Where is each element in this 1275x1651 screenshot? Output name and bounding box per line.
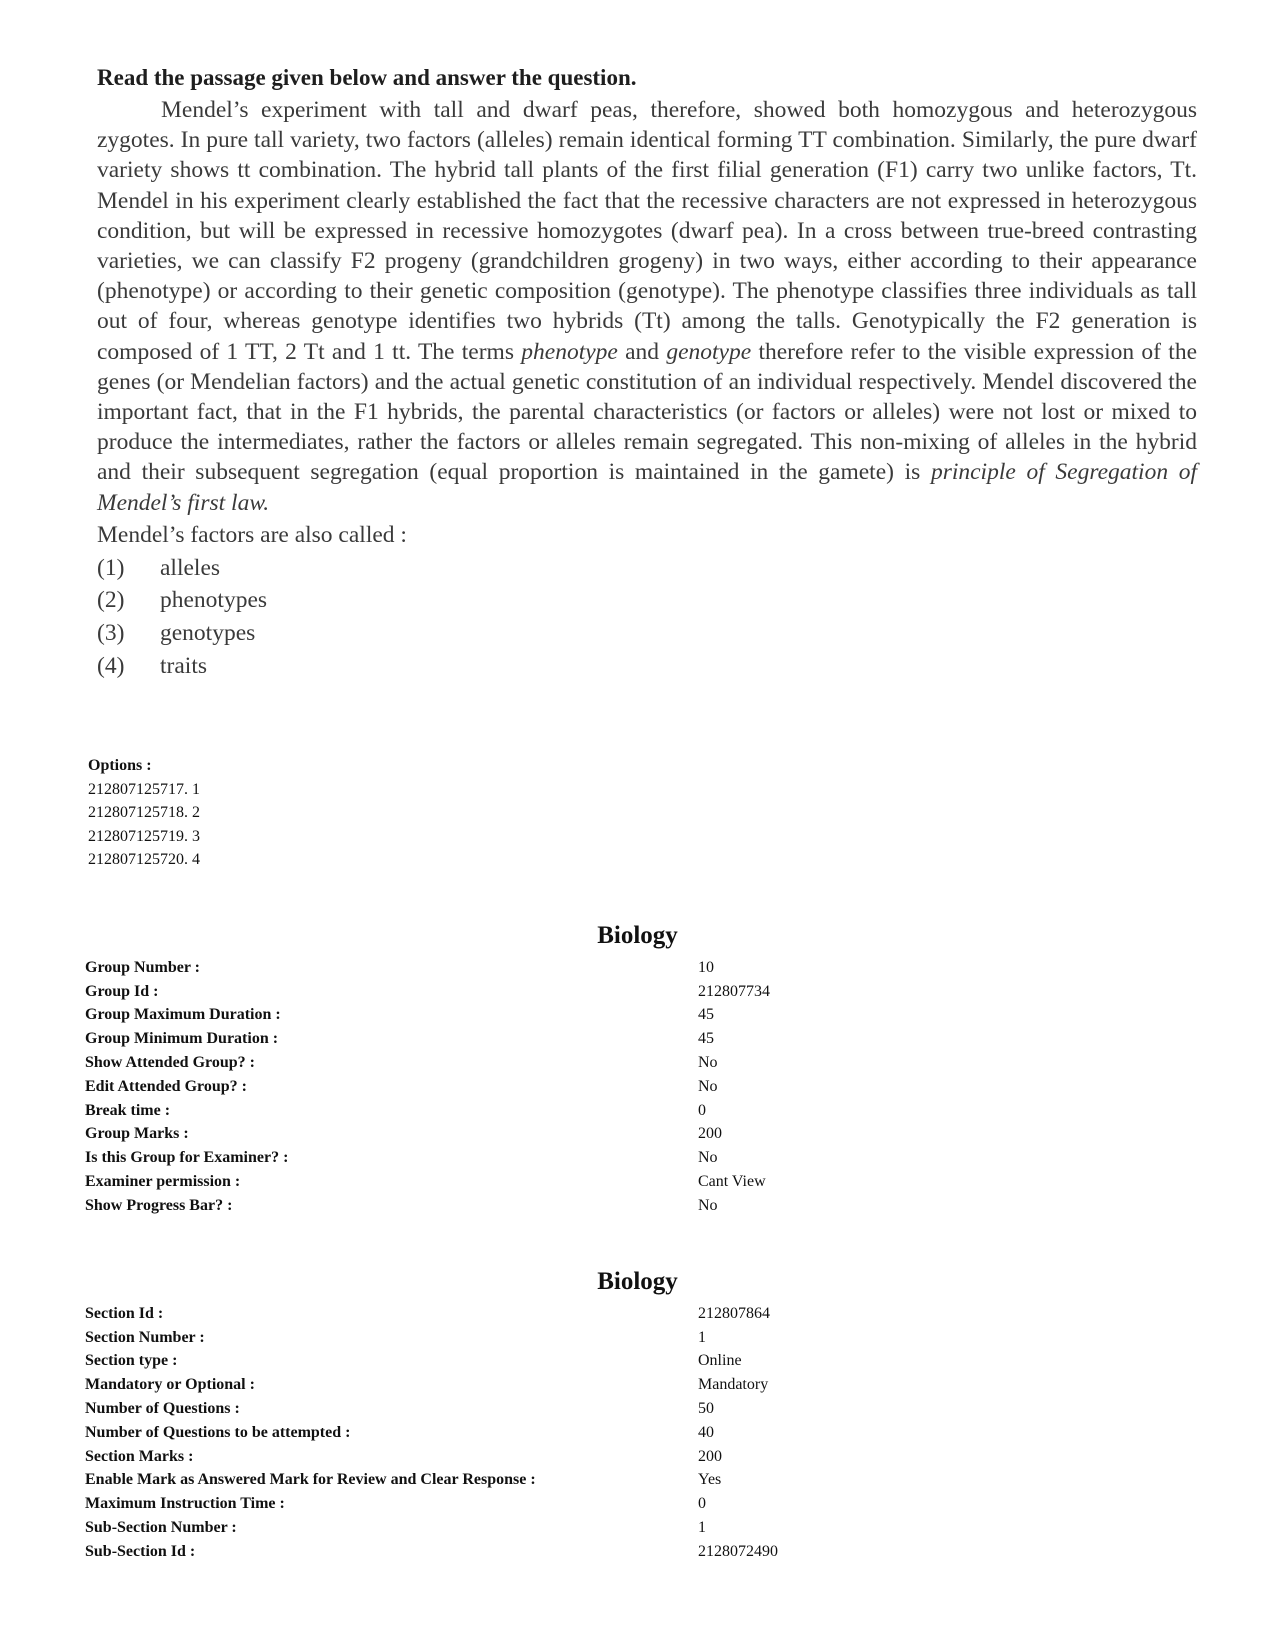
group-info-row [85, 1194, 770, 1218]
choice-item [97, 650, 1197, 683]
row-label: Show Progress Bar? : [85, 1196, 233, 1214]
row-label: Show Attended Group? : [85, 1054, 255, 1072]
choice-number: (3) [97, 620, 125, 647]
section-info-row [85, 1540, 778, 1564]
row-value: 45 [698, 1006, 714, 1024]
row-value: 40 [698, 1423, 714, 1441]
passage-term-law: principle of Segregation of Mendel’s first law. [97, 459, 1198, 516]
option-item: 212807125718. 2 [88, 804, 200, 822]
row-value: 1 [698, 1519, 706, 1537]
choice-number: (2) [97, 587, 125, 614]
group-info-row [85, 1051, 770, 1075]
choice-text: traits [160, 652, 207, 679]
row-label: Section Number : [85, 1328, 205, 1346]
row-value: No [698, 1077, 718, 1095]
section-info-row [85, 1373, 778, 1397]
section-title: Biology [597, 1268, 678, 1295]
section-info-row [85, 1397, 778, 1421]
passage-text [97, 95, 1197, 518]
choice-text: phenotypes [160, 587, 268, 614]
choice-list [97, 552, 1197, 682]
option-item: 212807125717. 1 [88, 780, 200, 798]
choice-item [97, 552, 1197, 585]
row-value: 2128072490 [698, 1542, 778, 1560]
group-info-row [85, 1170, 770, 1194]
row-value: No [698, 1054, 718, 1072]
group-title: Biology [597, 922, 678, 949]
row-value: 1 [698, 1328, 706, 1346]
row-value: No [698, 1196, 718, 1214]
row-label: Section Id : [85, 1304, 164, 1322]
options-block [88, 754, 200, 872]
row-value: 45 [698, 1030, 714, 1048]
choice-number: (4) [97, 652, 125, 679]
choice-item [97, 617, 1197, 650]
group-info-row [85, 1027, 770, 1051]
row-label: Group Maximum Duration : [85, 1006, 281, 1024]
section-info-row [85, 1469, 778, 1493]
passage-term-phenotype: phenotype [521, 338, 618, 365]
row-value: Online [698, 1352, 742, 1370]
row-value: Mandatory [698, 1376, 769, 1394]
option-item: 212807125720. 4 [88, 851, 200, 869]
group-info-row [85, 1123, 770, 1147]
row-label: Group Minimum Duration : [85, 1030, 279, 1048]
row-label: Section Marks : [85, 1447, 194, 1465]
row-value: 0 [698, 1495, 706, 1513]
choice-item [97, 584, 1197, 617]
section-info-row [85, 1445, 778, 1469]
passage-part-1: Mendel’s experiment with tall and dwarf peas, therefore, showed both homozygous and heterozygous zygotes. In pure tall variety, two factors (alleles) remain identical forming TT combination. Similarly, the pure dwarf variety shows tt combination. The hybrid tall plants of the first filial generation (F1) carry two unlike factors, Tt. Mendel in his experiment clearly established the fact that the recessive characters are not expressed in heterozygous condition, but will be expressed in recessive homozygotes (dwarf pea). In a cross between true-breed contrasting varieties, we can classify F2 progeny (grandchildren grogeny) in two ways, either according to their appearance (phenotype) or according to their genetic composition (genotype). The phenotype classifies three individuals as tall out of four, whereas genotype identifies two hybrids (Tt) among the talls. Genotypically the F2 generation is composed of 1 TT, 2 Tt and 1 tt. The terms [97, 97, 1197, 365]
section-info-row [85, 1326, 778, 1350]
choice-text: genotypes [160, 620, 256, 647]
group-info-table [85, 956, 770, 1218]
passage-image [97, 62, 1197, 682]
group-info-row [85, 1075, 770, 1099]
row-label: Group Number : [85, 958, 200, 976]
row-label: Maximum Instruction Time : [85, 1495, 285, 1513]
section-info-table [85, 1302, 778, 1564]
question-text: Mendel’s factors are also called : [97, 521, 407, 548]
group-info-row [85, 956, 770, 980]
row-label: Break time : [85, 1101, 171, 1119]
passage-term-genotype: genotype [666, 338, 752, 365]
section-info-row [85, 1350, 778, 1374]
section-info-row [85, 1516, 778, 1540]
row-label: Sub-Section Id : [85, 1542, 196, 1560]
section-info-row [85, 1421, 778, 1445]
row-label: Group Marks : [85, 1125, 189, 1143]
section-info-row [85, 1492, 778, 1516]
row-value: Yes [698, 1471, 722, 1489]
passage-part-2: and [617, 338, 667, 365]
group-info-row [85, 1004, 770, 1028]
row-value: 10 [698, 958, 714, 976]
passage-part-3: therefore refer to the visible expression of the genes (or Mendelian factors) and the actual genetic constitution of an individual respectively. Mendel discovered the important fact, that in the F1 hybrids, the parental characteristics (or factors or alleles) were not lost or mixed to produce the intermediates, rather the factors or alleles remain segregated. This non-mixing of alleles in the hybrid and their subsequent segregation (equal proportion is maintained in the gamete) is [97, 338, 1197, 486]
row-label: Sub-Section Number : [85, 1519, 237, 1537]
row-label: Number of Questions : [85, 1400, 240, 1418]
choice-number: (1) [97, 554, 125, 581]
options-label: Options : [88, 757, 152, 774]
section-info-row [85, 1302, 778, 1326]
row-label: Examiner permission : [85, 1173, 241, 1191]
row-label: Group Id : [85, 982, 159, 1000]
group-info-row [85, 1099, 770, 1123]
row-value: No [698, 1149, 718, 1167]
row-label: Section type : [85, 1352, 178, 1370]
row-label: Enable Mark as Answered Mark for Review and Clear Response : [85, 1471, 536, 1489]
row-value: 0 [698, 1101, 706, 1119]
row-value: Cant View [698, 1173, 766, 1191]
row-label: Edit Attended Group? : [85, 1077, 247, 1095]
row-value: 200 [698, 1125, 722, 1143]
row-value: 212807734 [698, 982, 770, 1000]
row-label: Is this Group for Examiner? : [85, 1149, 289, 1167]
choice-text: alleles [160, 554, 221, 581]
group-info-row [85, 1146, 770, 1170]
row-value: 200 [698, 1447, 722, 1465]
row-label: Number of Questions to be attempted : [85, 1423, 351, 1441]
group-info-row [85, 980, 770, 1004]
row-label: Mandatory or Optional : [85, 1376, 255, 1394]
row-value: 212807864 [698, 1304, 770, 1322]
row-value: 50 [698, 1400, 714, 1418]
option-item: 212807125719. 3 [88, 827, 200, 845]
passage-heading: Read the passage given below and answer the question. [97, 65, 637, 90]
